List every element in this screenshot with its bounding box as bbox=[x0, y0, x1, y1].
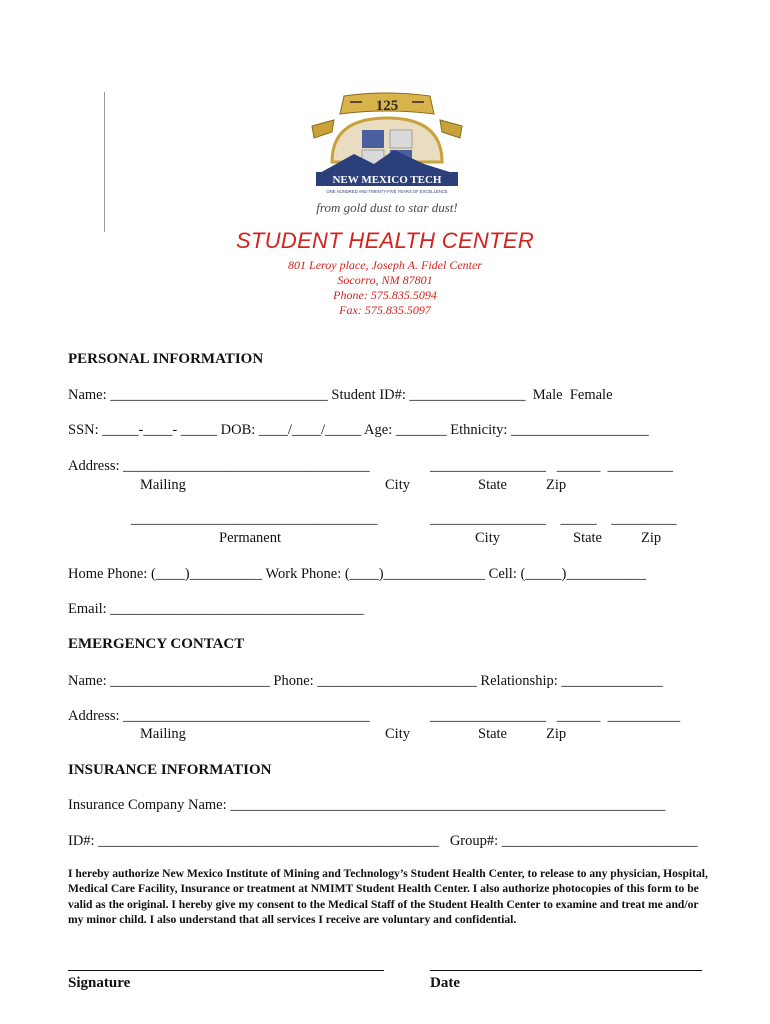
mailing-address-field[interactable]: Address: __________________________________ bbox=[68, 458, 370, 474]
insurance-id-group-field[interactable]: ID#: _______________________________________________ Group#: ___________________________ bbox=[68, 833, 698, 849]
permanent-state-label: State bbox=[573, 530, 602, 546]
zip-label: Zip bbox=[546, 477, 567, 493]
insurance-info-heading: INSURANCE INFORMATION bbox=[68, 762, 272, 778]
logo-tagline: ONE HUNDRED AND TWENTY-FIVE YEARS OF EXCELLENCE bbox=[326, 189, 448, 194]
consent-statement: I hereby authorize New Mexico Institute of Mining and Technology’s Student Health Center, to release to any physician, Hospital, Medical Care Facility, Insurance or treatment at NMIMT Student Health Center. I also authorize photocopies of this form to be valid as the original. I hereby give my consent to the Medical Staff of the Student Health Center to examine and treat me and/or my minor child. I also understand that all services I receive are voluntary and confidential. bbox=[68, 867, 708, 926]
emergency-state-label: State bbox=[478, 726, 507, 742]
address-line-1: 801 Leroy place, Joseph A. Fidel Center bbox=[288, 258, 482, 272]
permanent-zip-label: Zip bbox=[641, 530, 662, 546]
permanent-city-label: City bbox=[475, 530, 500, 546]
date-label: Date bbox=[430, 975, 460, 991]
emergency-mailing-label: Mailing bbox=[140, 726, 186, 742]
permanent-label: Permanent bbox=[219, 530, 282, 546]
emergency-city-label: City bbox=[385, 726, 410, 742]
permanent-city-state-zip-field[interactable]: ________________ _____ _________ bbox=[430, 511, 677, 527]
city-label: City bbox=[385, 477, 410, 493]
emergency-address-field[interactable]: Address: __________________________________ bbox=[68, 708, 370, 724]
emergency-contact-heading: EMERGENCY CONTACT bbox=[68, 636, 245, 652]
logo-name: NEW MEXICO TECH bbox=[332, 174, 442, 186]
emergency-city-state-zip-field[interactable]: ________________ ______ __________ bbox=[430, 708, 681, 724]
email-field[interactable]: Email: ___________________________________ bbox=[68, 601, 365, 617]
logo-anniversary: 125 bbox=[375, 98, 399, 114]
mailing-city-state-zip-field[interactable]: ________________ ______ _________ bbox=[430, 458, 673, 474]
address-phone: Phone: 575.835.5094 bbox=[333, 288, 437, 302]
personal-info-heading: PERSONAL INFORMATION bbox=[68, 351, 264, 367]
address-fax: Fax: 575.835.5097 bbox=[339, 303, 431, 317]
signature-line[interactable] bbox=[68, 970, 384, 971]
emergency-name-phone-relationship-field[interactable]: Name: ______________________ Phone: ______________________ Relationship: ______________ bbox=[68, 673, 663, 689]
insurance-company-field[interactable]: Insurance Company Name: ____________________________________________________________ bbox=[68, 797, 666, 813]
margin-rule bbox=[104, 92, 105, 232]
address-line-2: Socorro, NM 87801 bbox=[337, 273, 433, 287]
date-line[interactable] bbox=[430, 970, 702, 971]
emergency-zip-label: Zip bbox=[546, 726, 567, 742]
page-title: STUDENT HEALTH CENTER bbox=[235, 228, 535, 253]
state-label: State bbox=[478, 477, 507, 493]
signature-label: Signature bbox=[68, 975, 131, 991]
logo-motto: from gold dust to star dust! bbox=[316, 200, 458, 215]
name-id-gender-field[interactable]: Name: ______________________________ Student ID#: ________________ Male Female bbox=[68, 387, 613, 403]
new-mexico-tech-logo bbox=[304, 92, 470, 224]
phone-fields[interactable]: Home Phone: (____)__________ Work Phone: (____)______________ Cell: (_____)___________ bbox=[68, 566, 647, 582]
ssn-dob-age-ethnicity-field[interactable]: SSN: _____-____- _____ DOB: ____/____/_____ Age: _______ Ethnicity: ___________________ bbox=[68, 422, 649, 438]
permanent-address-field[interactable]: __________________________________ bbox=[131, 511, 378, 527]
mailing-label: Mailing bbox=[140, 477, 186, 493]
